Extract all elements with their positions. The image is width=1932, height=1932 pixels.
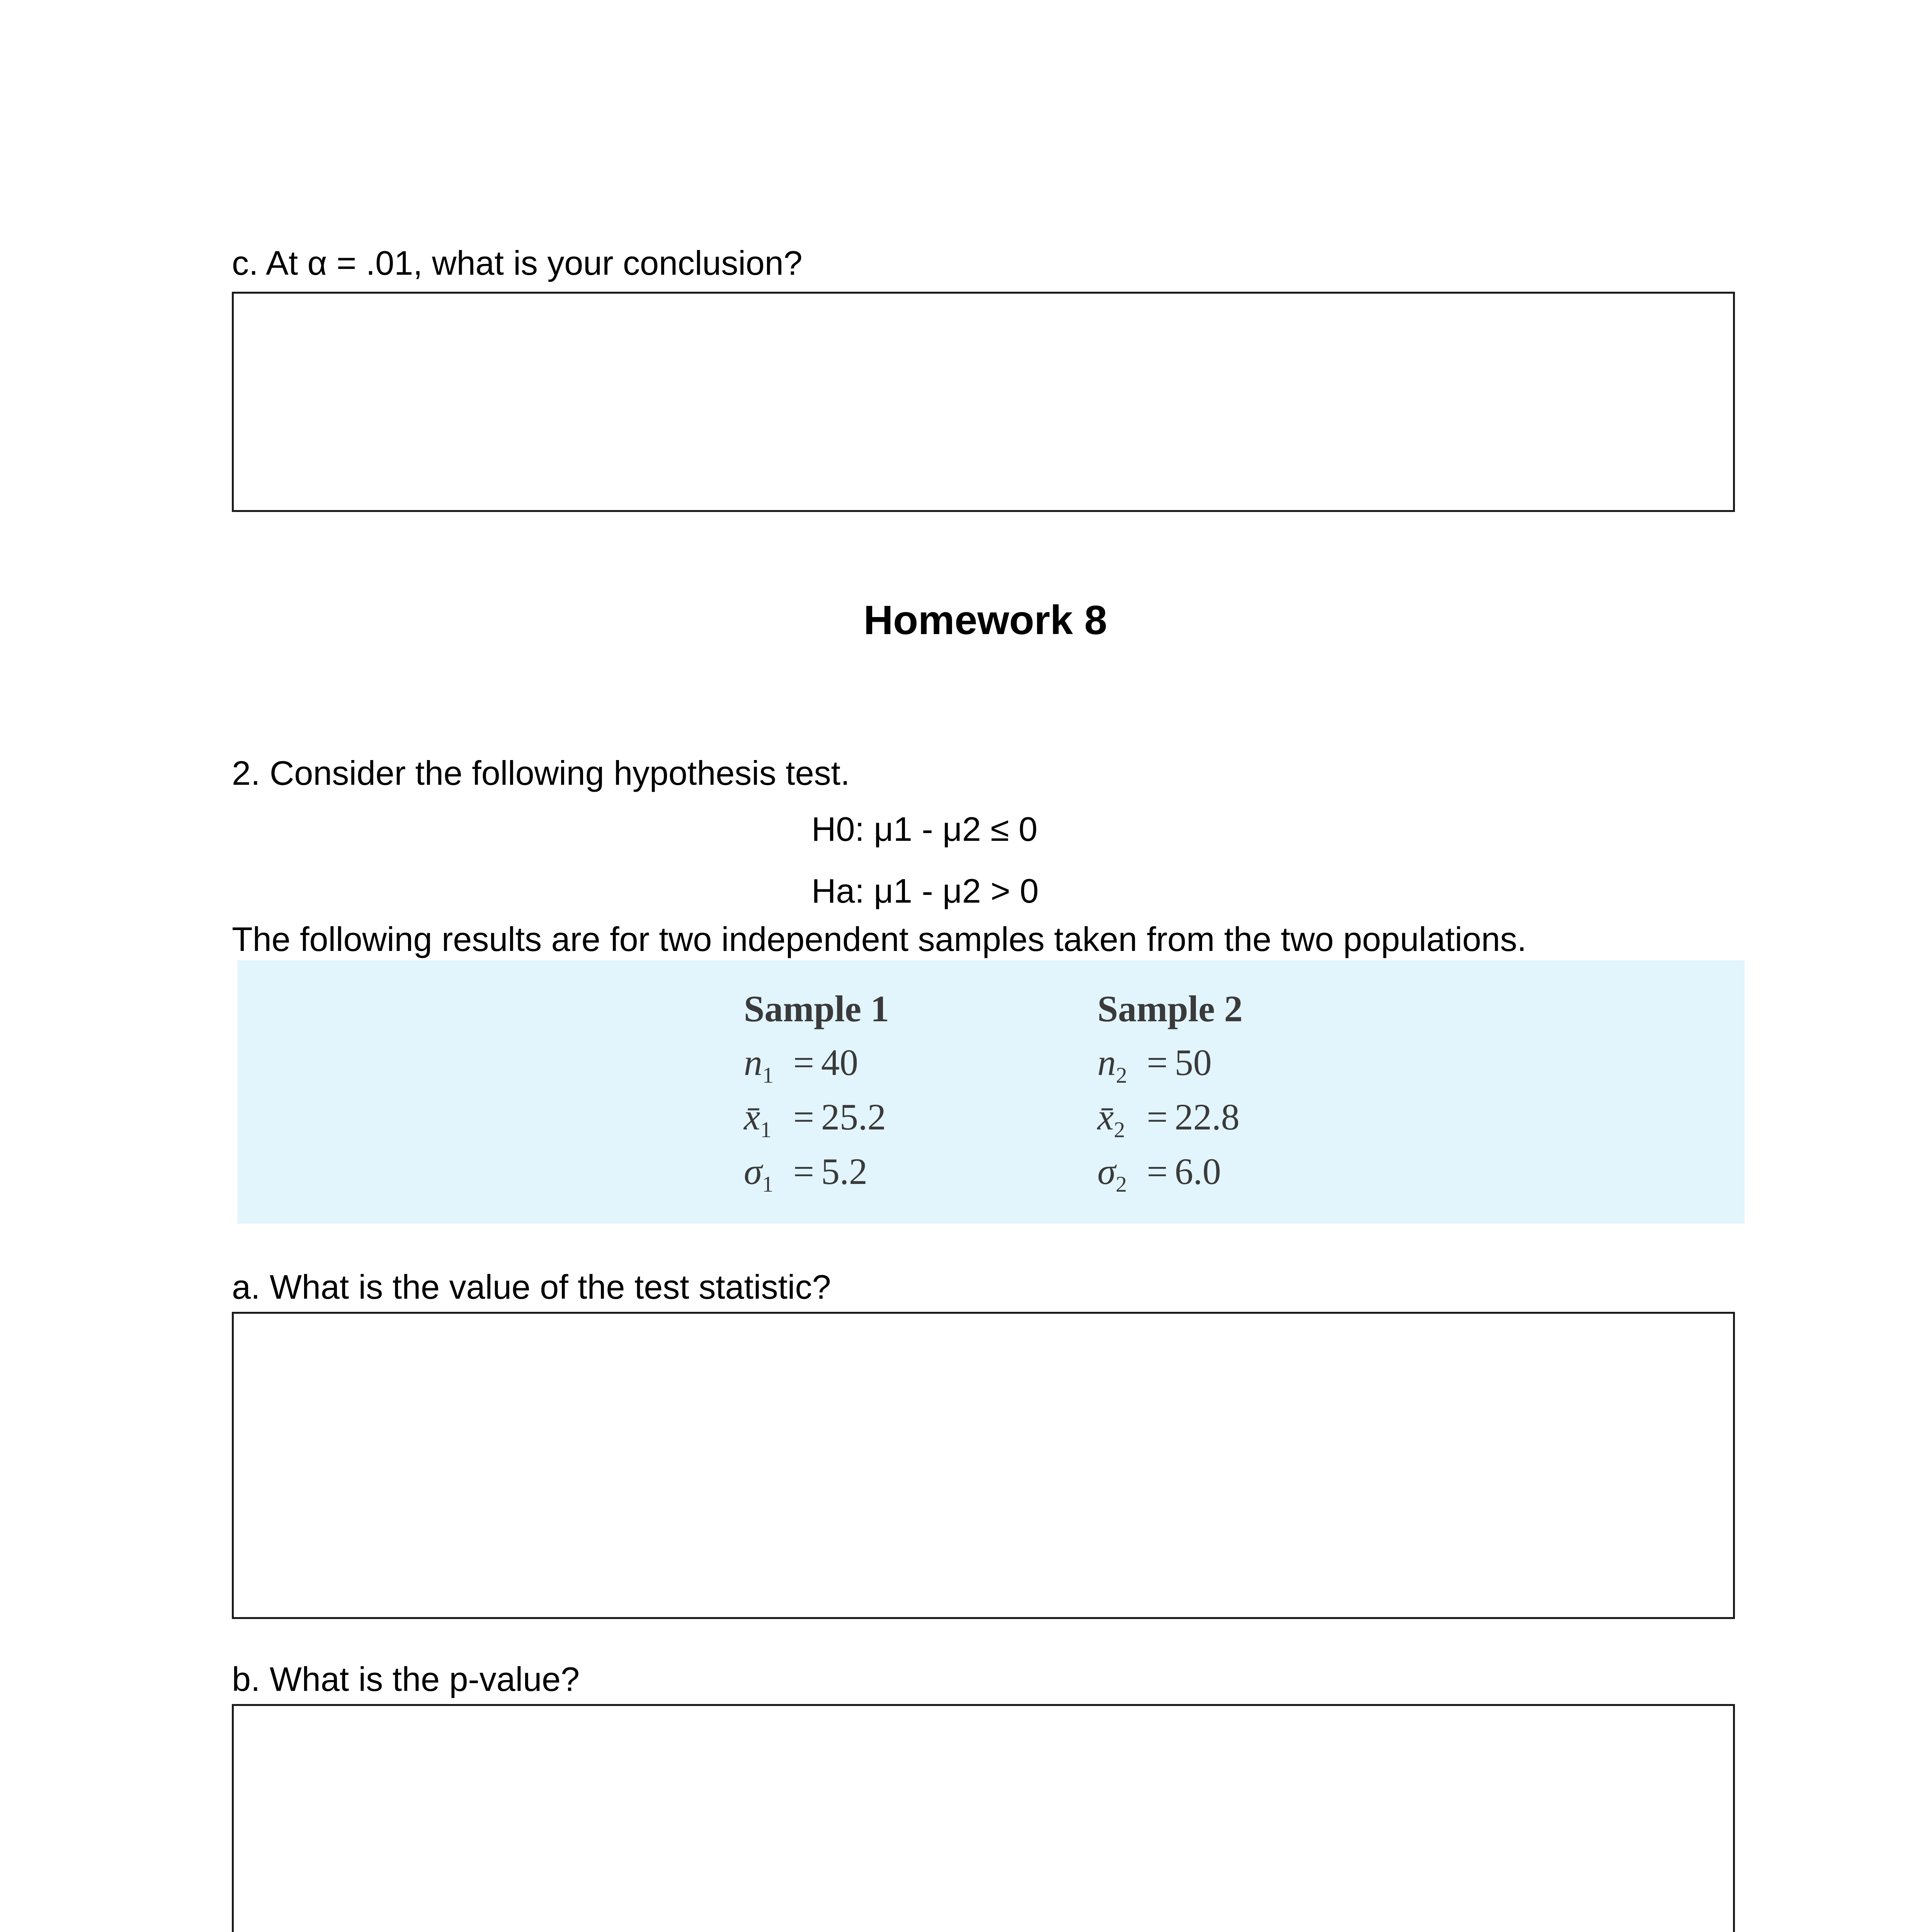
sample-2-mean: $x̄_2 = 22.8$ [1097, 1096, 1240, 1143]
answer-box-a[interactable] [232, 1312, 1735, 1619]
sample-2-n: $n_2 = 50$ [1097, 1042, 1212, 1088]
alternative-hypothesis: Ha: μ1 - μ2 > 0 [811, 872, 1039, 910]
question-prev-c-prompt: c. At α = .01, what is your conclusion? [232, 244, 803, 282]
question-b-prompt: b. What is the p-value? [232, 1660, 580, 1698]
question-2-description: The following results are for two independent samples taken from the two populations. [232, 920, 1527, 958]
page-title: Homework 8 [863, 597, 1107, 643]
sample-2-header: Sample 2 [1097, 988, 1243, 1029]
sample-2-column [1097, 987, 1243, 1206]
answer-box-prev-c[interactable] [232, 292, 1735, 512]
sample-1-header: Sample 1 [744, 988, 889, 1029]
answer-box-b[interactable] [232, 1704, 1735, 1932]
sample-2-sigma: $\sigma_2 = 6.0$ [1097, 1151, 1221, 1197]
sample-1-n: $n_1 = 40$ [744, 1042, 858, 1088]
sample-1-column [744, 987, 889, 1206]
sample-1-sigma: $\sigma_1 = 5.2$ [744, 1151, 867, 1197]
null-hypothesis: H0: μ1 - μ2 ≤ 0 [811, 810, 1038, 848]
sample-1-mean: $x̄_1 = 25.2$ [744, 1096, 886, 1143]
sample-data-panel [238, 960, 1745, 1224]
question-2-intro: 2. Consider the following hypothesis test. [232, 754, 850, 792]
question-a-prompt: a. What is the value of the test statistic? [232, 1268, 831, 1306]
